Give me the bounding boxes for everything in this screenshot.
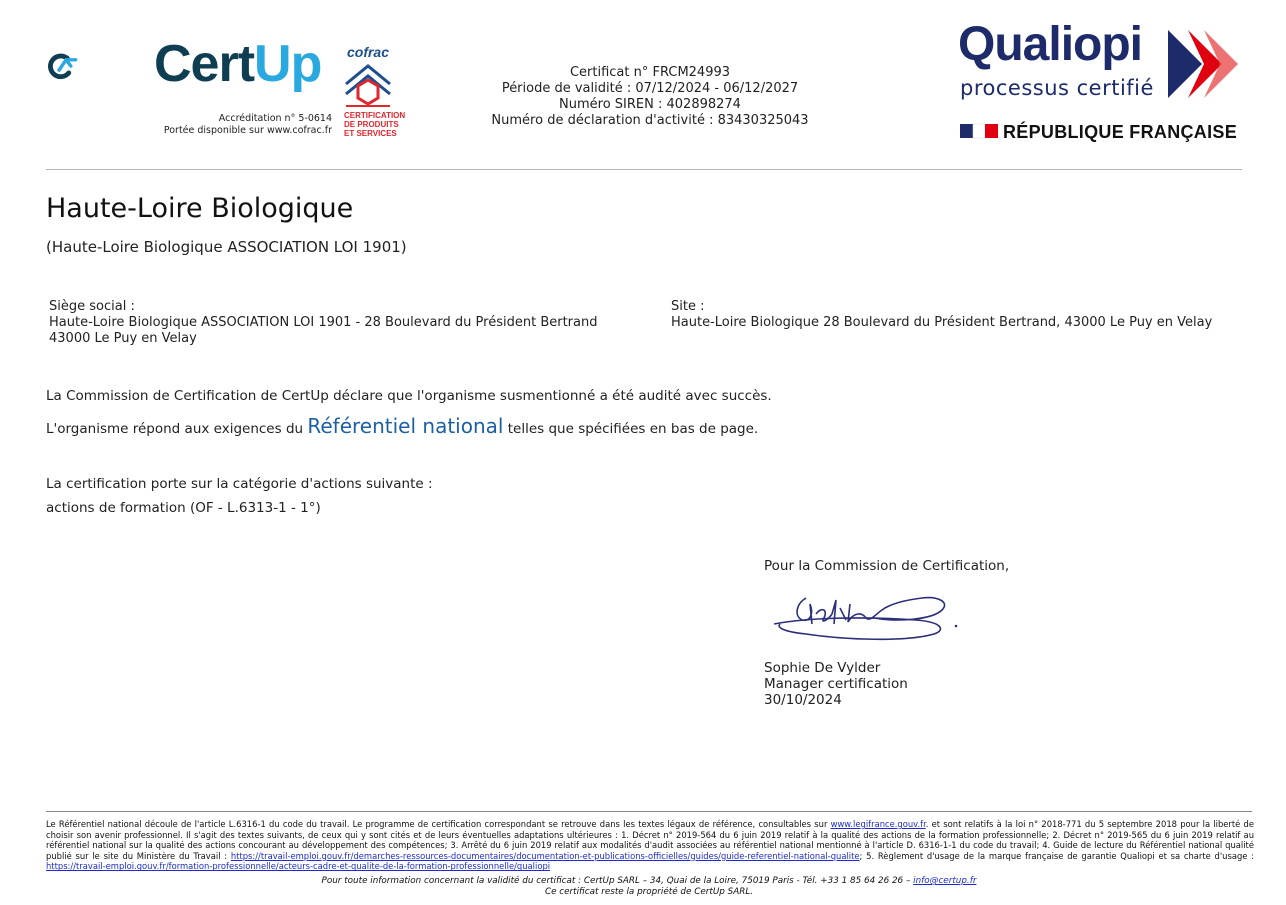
certup-logo-icon [46,26,146,106]
certificate-number: Certificat n° FRCM24993 [569,65,731,80]
certificate-info [450,65,850,129]
category-label: La certification porte sur la catégorie d'actions suivante : [46,476,433,492]
referentiel-guide-link[interactable]: https://travail-emploi.gouv.fr/demarches-ressources-documentaires/documentation-et-publications-officielles/guides/guide-referentiel-national-qualite [230,850,860,861]
signature-intro: Pour la Commission de Certification, [764,558,1010,574]
accreditation-info [160,113,332,137]
legifrance-link[interactable]: www.legifrance.gouv.fr [830,819,926,829]
organization-name: Haute-Loire Biologique [46,193,354,224]
republique-francaise: RÉPUBLIQUE FRANÇAISE [1003,122,1238,142]
signer-block [764,660,908,708]
requirements-statement: L'organisme répond aux exigences du Référentiel national telles que spécifiées en bas de page. [46,414,759,438]
siren-number: Numéro SIREN : 402898274 [559,97,741,112]
qualiopi-subtitle: processus certifié [960,76,1154,100]
head-office-line-1: Haute-Loire Biologique ASSOCIATION LOI 1901 - 28 Boulevard du Président Bertrand [49,315,598,330]
cofrac-line-3: ET SERVICES [344,129,397,138]
head-office-address [49,299,649,347]
referentiel-national-label: Référentiel national [307,414,504,438]
qualiopi-charter-link[interactable]: https://travail-emploi.gouv.fr/formation-professionnelle/acteurs-cadre-et-qualite-de-la-formation-professionnelle/qualiopi [46,861,551,872]
ownership-notice: Ce certificat reste la propriété de CertUp SARL. [544,886,754,897]
site-label: Site : [671,299,705,314]
marianne-flag-icon [960,124,998,138]
declaration-number: Numéro de déclaration d'activité : 83430325043 [491,113,809,128]
head-office-label: Siège social : [49,299,135,314]
footer-legal-text: Le Référentiel national découle de l'article L.6316-1 du code du travail. Le programme de certification correspondant se retrouve dans les textes légaux de référence, consultables sur www.legifrance.gouv.fr. et sont relatifs à la loi n° 2018-771 du 5 septembre 2018 pour la liberté de choisir son avenir professionnel. Il s'agit des textes suivants, de ceux qui y sont cités et de leurs éventuelles adaptations ultérieures : 1. Décret n° 2019-564 du 6 juin 2019 relatif à la qualité des actions de la formation professionnelle; 2. Décret n° 2019-565 du 6 juin 2019 relatif au référentiel national sur la qualité des actions concourant au développement des compétences; 3. Arrêté du 6 juin 2019 relatif aux modalités d'audit associées au référentiel national mentionné à l'article D. 6316-1-1 du code du travail; 4. Guide de lecture du Référentiel national qualité publié sur le site du Ministère du Travail : https://travail-emploi.gouv.fr/demarches-ressources-documentaires/documentation-et-publications-officielles/guides/guide-referentiel-national-qualite; 5. Règlement d'usage de la marque française de garantie Qualiopi et sa charte d'usage : https://travail-emploi.gouv.fr/formation-professionnelle/acteurs-cadre-et-qualite-de-la-formation-professionnelle/qualiopi [46,819,1254,872]
head-office-line-2: 43000 Le Puy en Velay [49,331,197,346]
organization-legal-name: (Haute-Loire Biologique ASSOCIATION LOI 1901) [46,238,407,256]
qualiopi-logo: Qualiopi [958,18,1142,71]
cofrac-line-1: CERTIFICATION [344,111,406,120]
footer-contact: Pour toute information concernant la validité du certificat : CertUp SARL – 34, Quai de la Loire, 75019 Paris - Tél. +33 1 85 64 26 26 – info@certup.fr Ce certificat reste la propriété de CertUp SARL. [46,876,1252,897]
accreditation-number: Accréditation n° 5-0614 [218,113,332,124]
certup-wordmark: CertUp [154,35,322,93]
site-line-1: Haute-Loire Biologique 28 Boulevard du Président Bertrand, 43000 Le Puy en Velay [671,315,1213,330]
handwritten-signature [766,590,966,650]
cofrac-line-2: DE PRODUITS [344,120,399,129]
cofrac-name: cofrac [346,44,390,60]
signer-role: Manager certification [764,676,908,692]
site-address [671,299,1251,331]
contact-email-link[interactable]: info@certup.fr [913,876,977,886]
validity-period: Période de validité : 07/12/2024 - 06/12/2027 [501,81,799,96]
signer-name: Sophie De Vylder [764,660,881,676]
footer-divider [46,811,1252,812]
qualiopi-arrows-icon [1164,26,1240,102]
signature-date: 30/10/2024 [764,692,842,708]
cofrac-scope: Portée disponible sur www.cofrac.fr [163,125,332,136]
cofrac-logo-icon [342,44,406,138]
category-value: actions de formation (OF - L.6313-1 - 1°) [46,500,321,516]
audit-declaration: La Commission de Certification de CertUp déclare que l'organisme susmentionné a été audité avec succès. [46,388,772,404]
header-divider [46,169,1242,170]
